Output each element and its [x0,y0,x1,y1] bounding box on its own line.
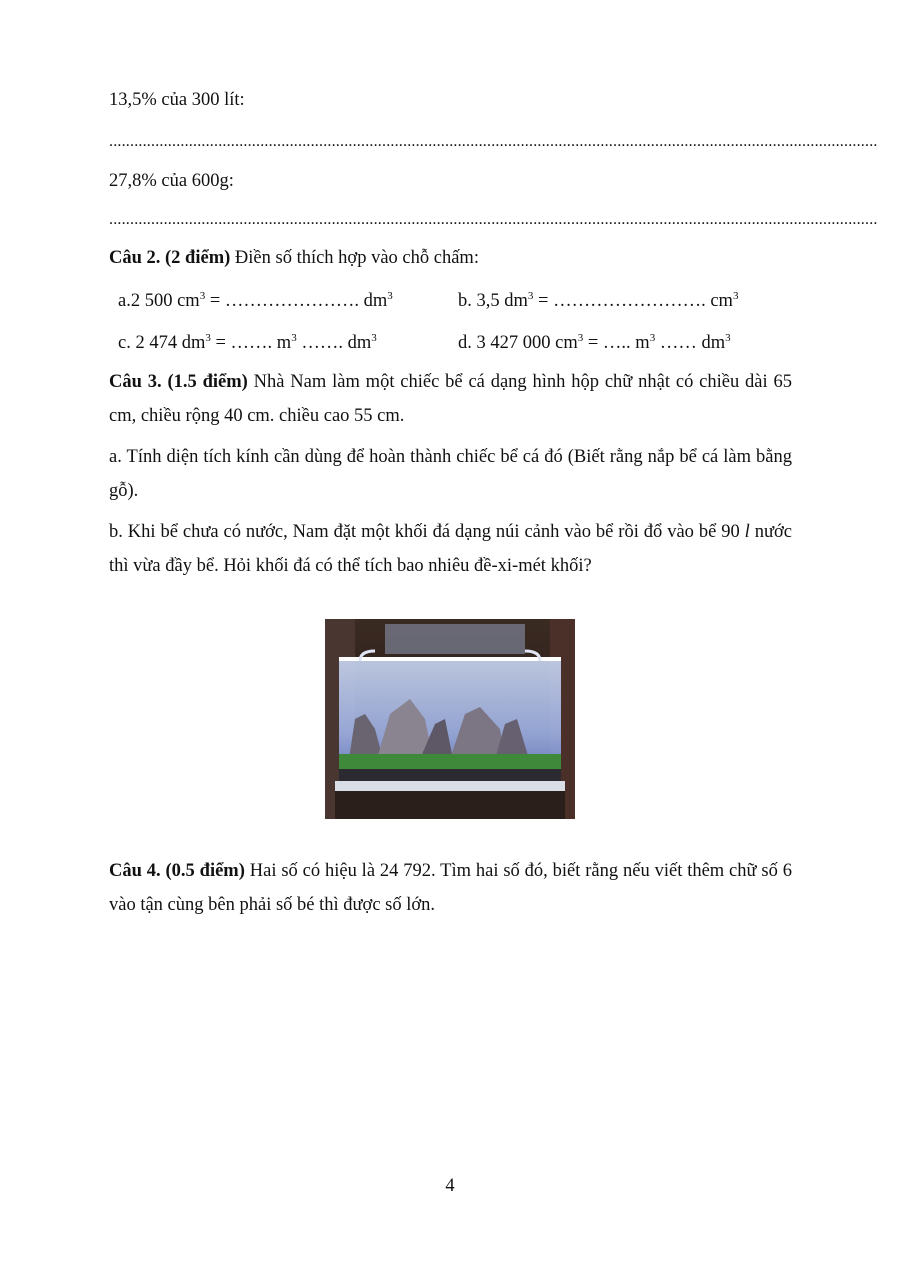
answer-dotted-line: ....................................................................................................................................................................................... [109,211,878,228]
conversion-b: b. 3,5 $dm^3$ = ……………………. $cm^3$ [458,290,739,311]
question-3-label: Câu 3. (1.5 điểm) [109,372,248,392]
question-2-heading [109,246,479,270]
answer-dotted-line: ....................................................................................................................................................................................... [109,133,878,150]
question-4-label: Câu 4. (0.5 điểm) [109,861,245,881]
conversion-d: d. 3 427 000 $cm^3$ = ….. $m^3$ …… $dm^3$ [458,332,731,353]
percent-item-1: 13,5% của 300 lít: [109,90,245,110]
question-3-text: Nhà Nam làm một chiếc bể cá dạng hình hộp chữ nhật có chiều dài 65 cm, chiều rộng 40 cm. chiều cao 55 cm. [109,372,792,426]
question-2-text: Điền số thích hợp vào chỗ chấm: [230,248,479,268]
question-3b: b. Khi bể chưa có nước, Nam đặt một khối đá dạng núi cảnh vào bể rồi đổ vào bể 90 l nước thì vừa đầy bể. Hỏi khối đá có thể tích bao nhiêu đề-xi-mét khối? [109,522,792,576]
question-4-text: Hai số có hiệu là 24 792. Tìm hai số đó, biết rằng nếu viết thêm chữ số 6 vào tận cùng bên phải số bé thì được số lớn. [109,861,792,915]
percent-item-2: 27,8% của 600g: [109,171,234,191]
question-4 [109,854,792,922]
conversion-a: a.2 500 $cm^3$ = …………………. $dm^3$ [118,290,393,311]
aquarium-photo [325,619,575,819]
page-number: 4 [445,1176,455,1196]
question-2-label: Câu 2. (2 điểm) [109,248,231,268]
conversion-c: c. 2 474 $dm^3$ = ……. $m^3$ ……. $dm^3$ [118,332,377,353]
question-3a: a. Tính diện tích kính cần dùng để hoàn thành chiếc bể cá đó (Biết rằng nắp bể cá làm bằng gỗ). [109,447,792,501]
question-3-heading [109,365,792,433]
